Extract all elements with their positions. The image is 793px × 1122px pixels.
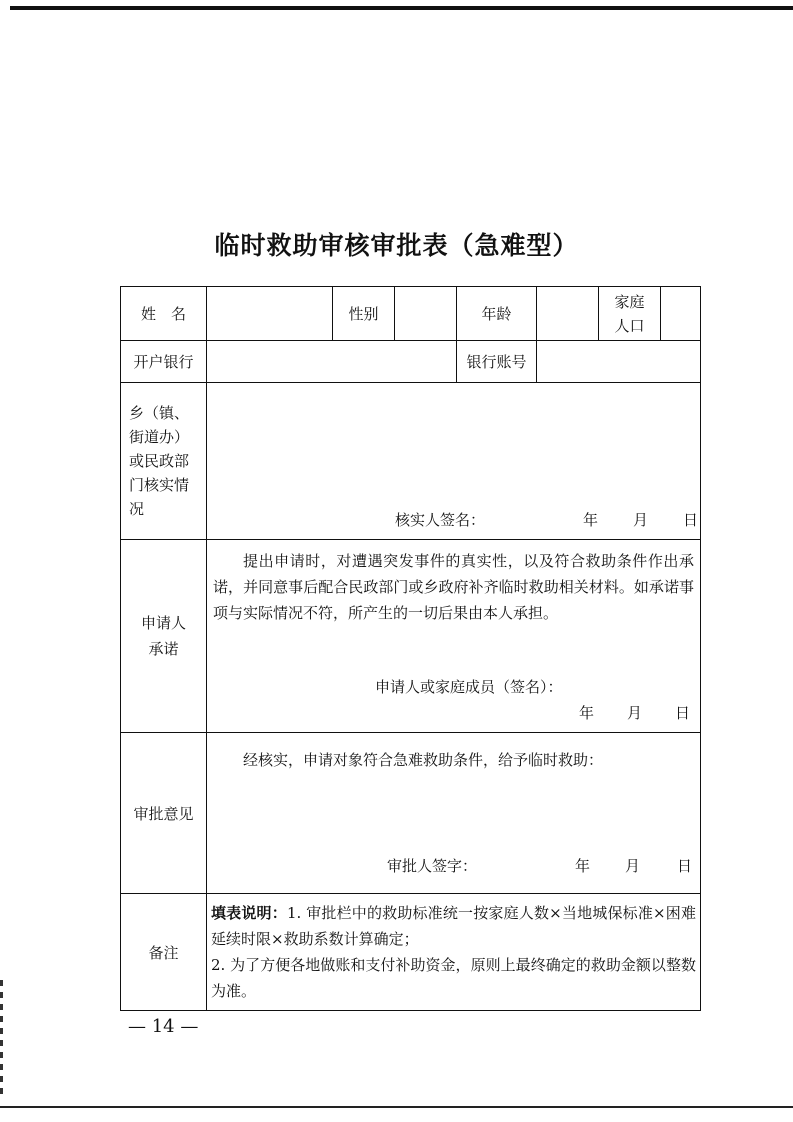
approval-month-label: 月 [625, 857, 641, 875]
page-title: 临时救助审核审批表（急难型） [214, 231, 579, 260]
scan-edge-marks [0, 980, 3, 1100]
approval-text: 经核实，申请对象符合急难救助条件，给予临时救助： [243, 751, 604, 769]
account-field[interactable] [537, 341, 701, 383]
applicant-signature-label: 申请人或家庭成员（签名）： [375, 678, 563, 696]
age-field[interactable] [537, 287, 599, 341]
age-label: 年龄 [457, 287, 537, 341]
row-bank-info [121, 341, 701, 383]
approval-form-table [120, 286, 701, 1011]
approver-signature-label: 审批人签字： [387, 857, 478, 875]
gender-field[interactable] [395, 287, 457, 341]
approval-area[interactable] [207, 733, 701, 894]
promise-label: 申请人承诺 [121, 540, 207, 733]
verify-year-label: 年 [583, 511, 599, 529]
verify-day-label: 日 [683, 511, 699, 529]
row-basic-info [121, 287, 701, 341]
approval-label: 审批意见 [121, 733, 207, 894]
bottom-border-line [0, 1106, 793, 1108]
notes-title: 填表说明： [211, 904, 287, 922]
top-border-line [10, 6, 793, 10]
promise-month-label: 月 [627, 704, 643, 722]
note-item-2: 2. 为了方便各地做账和支付补助资金，原则上最终确定的救助金额以整数为准。 [211, 956, 696, 1000]
promise-day-label: 日 [675, 704, 691, 722]
approval-day-label: 日 [677, 857, 693, 875]
row-applicant-promise [121, 540, 701, 733]
promise-year-label: 年 [579, 704, 595, 722]
name-field[interactable] [207, 287, 333, 341]
verify-month-label: 月 [633, 511, 649, 529]
page-number: — 14 — [128, 1016, 199, 1037]
row-verification [121, 383, 701, 540]
bank-label: 开户银行 [121, 341, 207, 383]
approval-year-label: 年 [575, 857, 591, 875]
verification-area[interactable] [207, 383, 701, 540]
promise-text: 提出申请时，对遭遇突发事件的真实性，以及符合救助条件作出承诺，并同意事后配合民政部门或乡政府补齐临时救助相关材料。如承诺事项与实际情况不符，所产生的一切后果由本人承担。 [213, 552, 694, 622]
row-approval [121, 733, 701, 894]
account-label: 银行账号 [457, 341, 537, 383]
household-field[interactable] [661, 287, 701, 341]
household-label: 家庭人口 [599, 287, 661, 341]
promise-area [207, 540, 701, 733]
verifier-signature-label: 核实人签名： [395, 511, 486, 529]
name-label: 姓 名 [121, 287, 207, 341]
bank-field[interactable] [207, 341, 457, 383]
remarks-notes [207, 894, 700, 1010]
verification-label: 乡（镇、街道办）或民政部门核实情况 [121, 383, 207, 540]
remarks-label: 备注 [121, 894, 207, 1011]
note-item-1: 1. 审批栏中的救助标准统一按家庭人数×当地城保标准×困难延续时限×救助系数计算确定； [211, 904, 696, 948]
remarks-area [207, 894, 701, 1011]
gender-label: 性别 [333, 287, 395, 341]
row-remarks [121, 894, 701, 1011]
